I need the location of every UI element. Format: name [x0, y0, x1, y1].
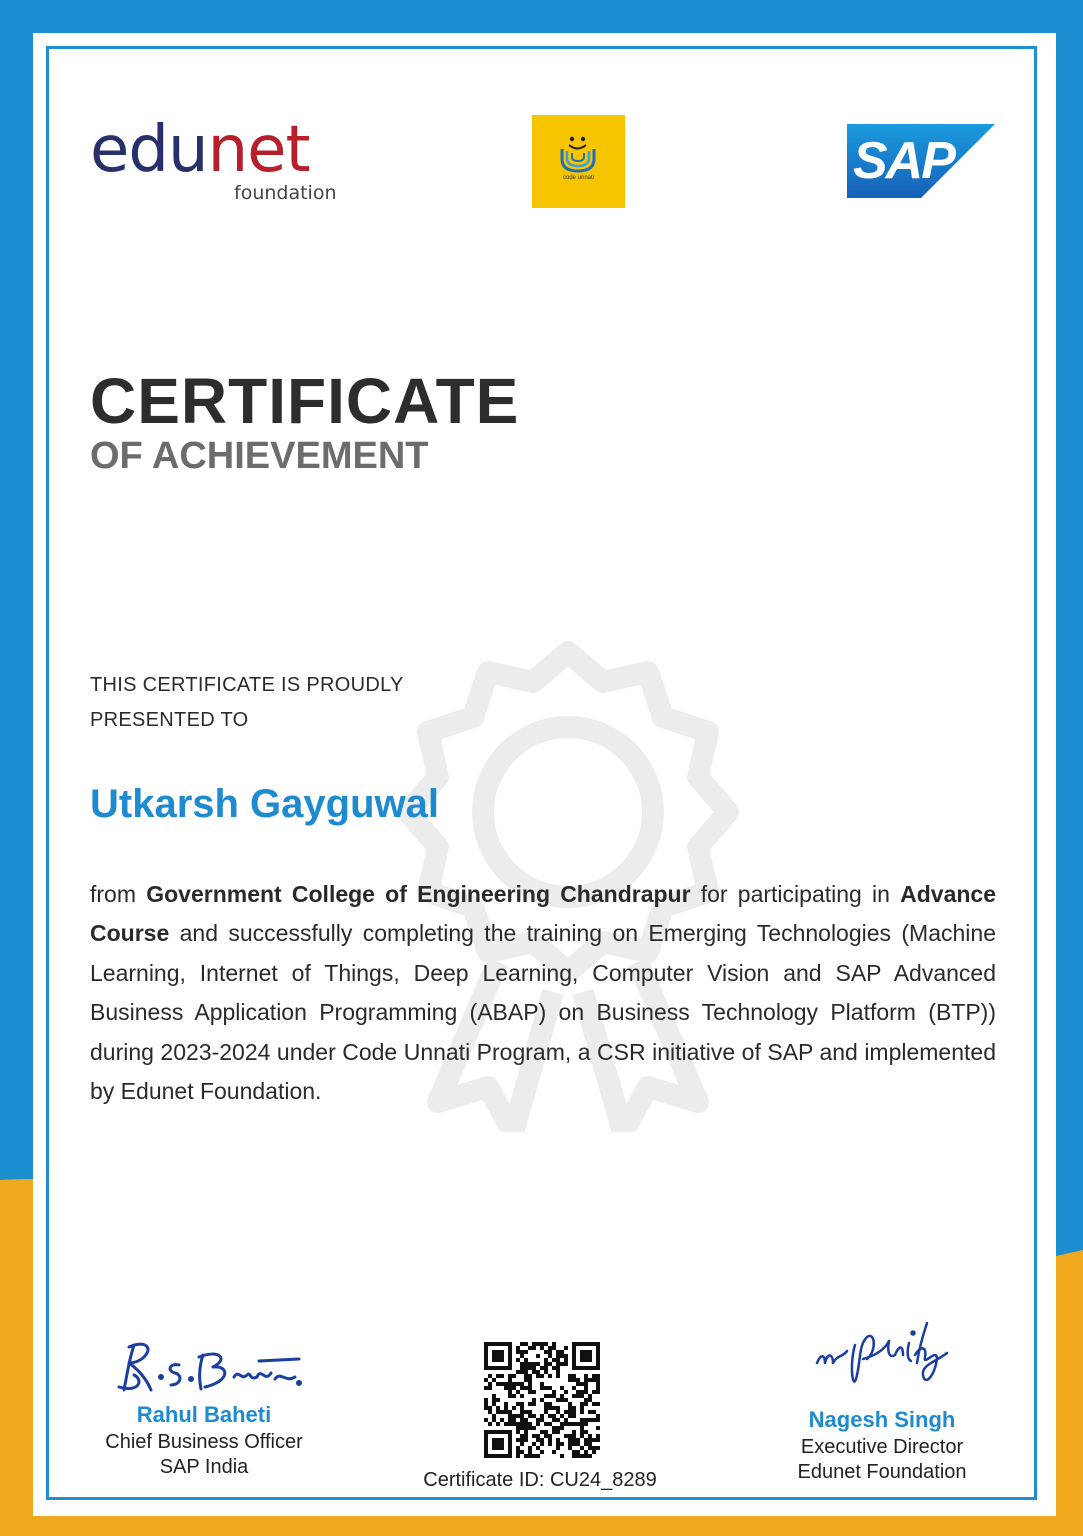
- college-name: Government College of Engineering Chandrapur: [146, 881, 691, 907]
- code-unnati-logo: [532, 115, 625, 208]
- presented-to-label: [90, 668, 490, 738]
- recipient-name: Utkarsh Gayguwal: [90, 782, 440, 826]
- certificate-id: Certificate ID: CU24_8289: [423, 1469, 657, 1491]
- signatory-right: [762, 1315, 1002, 1485]
- code-unnati-emblem-icon: [532, 115, 625, 208]
- signatory-left-role: Chief Business Officer: [105, 1431, 303, 1453]
- edunet-logo-edu: edu: [90, 113, 208, 187]
- signatory-left: [84, 1335, 324, 1480]
- signature-rahul-baheti-icon: [99, 1335, 309, 1400]
- signatory-left-org: SAP India: [159, 1456, 249, 1478]
- sap-logo: [847, 124, 995, 198]
- sap-logo-text: SAP: [853, 132, 954, 190]
- body-text-part-1: from: [90, 881, 147, 907]
- signature-nagesh-singh-icon: [797, 1315, 967, 1405]
- signatory-right-name: Nagesh Singh: [808, 1407, 956, 1432]
- course-name: Advance Course: [90, 881, 997, 947]
- signatory-right-org: Edunet Foundation: [797, 1461, 967, 1483]
- signatory-right-role: Executive Director: [800, 1436, 964, 1458]
- edunet-logo-foundation: foundation: [234, 182, 337, 204]
- body-text-part-2: for participating in: [690, 881, 901, 907]
- presented-line-2: PRESENTED TO: [90, 709, 249, 731]
- edunet-foundation-logo: [90, 112, 360, 212]
- signatory-left-name: Rahul Baheti: [136, 1402, 272, 1427]
- edunet-logo-net: net: [207, 113, 310, 187]
- certificate-body: [90, 875, 996, 1111]
- certificate-subtitle: OF ACHIEVEMENT: [90, 435, 429, 477]
- body-text-part-3: and successfully completing the training on Emerging Technologies (Machine Learning, Internet of Things, Deep Learning, Computer Vision and SAP Advanced Business Application Programming (ABAP) on Business Technology Platform (BTP)) during 2023-2024 under Code Unnati Program, a CSR initiative of SAP and implemented by Edunet Foundation.: [90, 920, 996, 1105]
- presented-line-1: THIS CERTIFICATE IS PROUDLY: [90, 674, 404, 696]
- code-unnati-wordmark: code unnati: [562, 175, 595, 181]
- certificate-title: CERTIFICATE: [90, 365, 520, 437]
- certificate-qr-code: [484, 1342, 600, 1458]
